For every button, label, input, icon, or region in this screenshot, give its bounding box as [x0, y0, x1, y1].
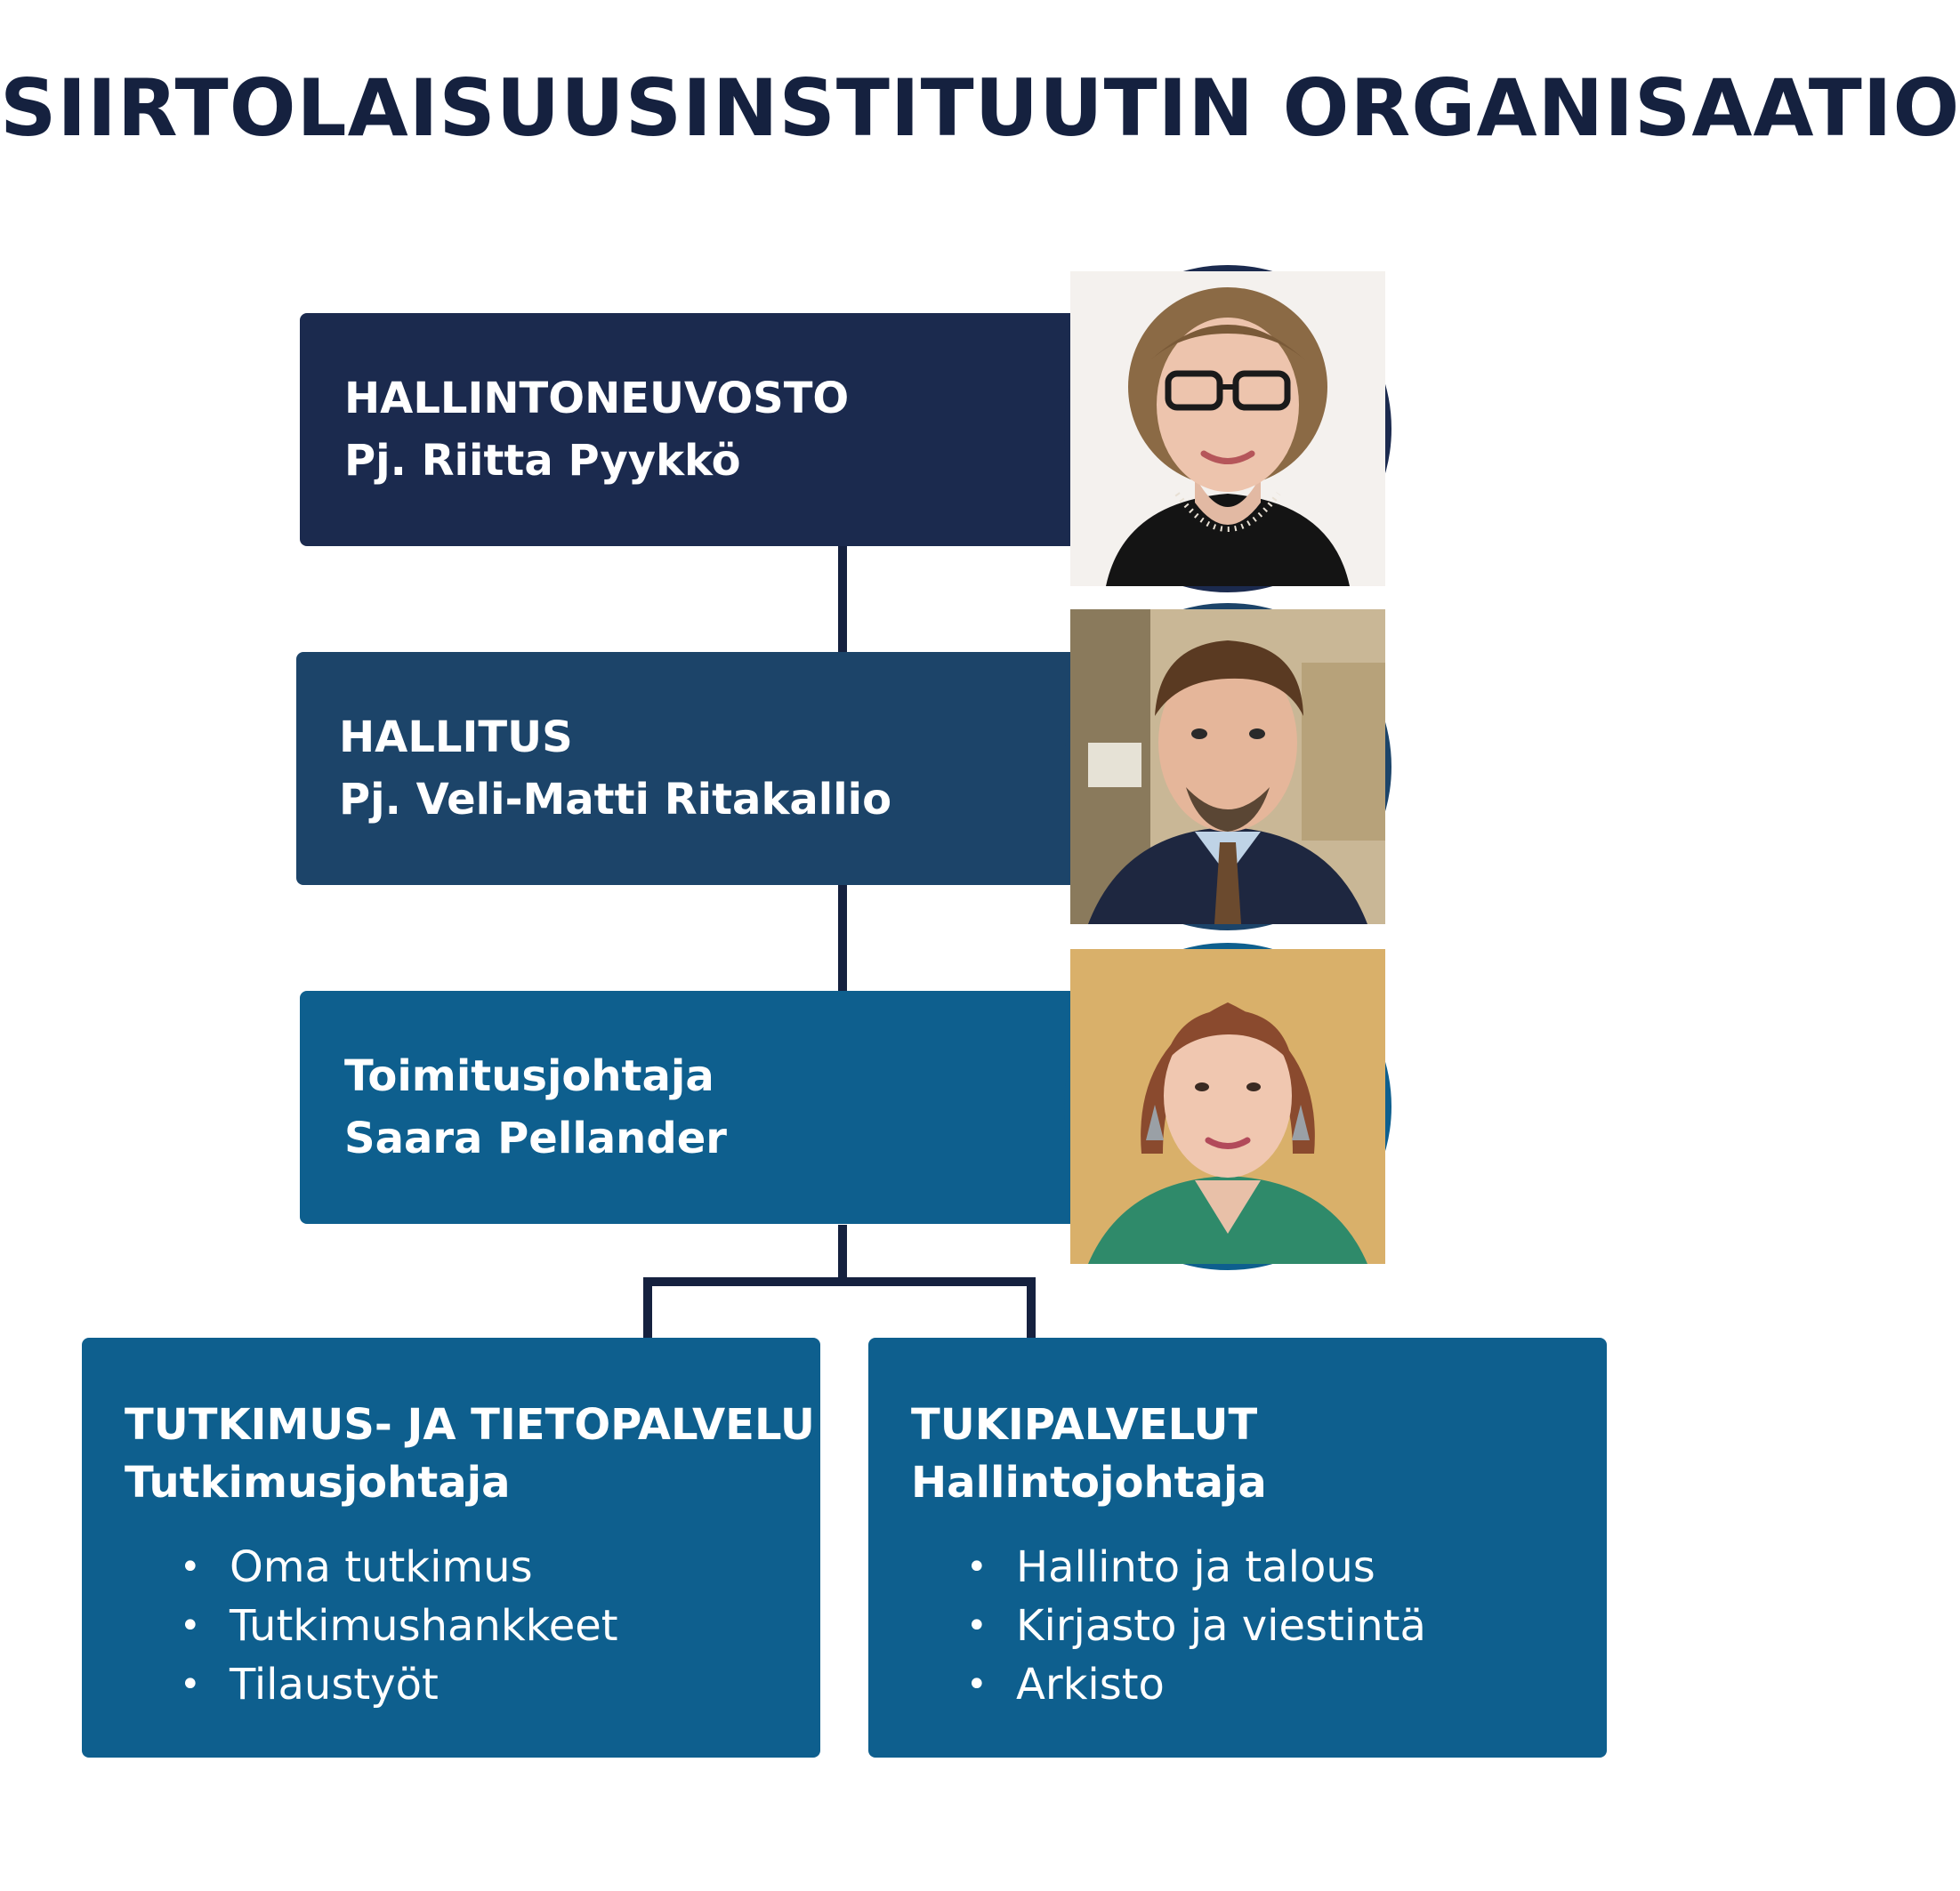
connector-3-split [838, 1225, 847, 1282]
level-title: HALLINTONEUVOSTO [344, 374, 850, 423]
woman-portrait-icon [1070, 949, 1385, 1264]
level-title: HALLITUS [339, 712, 573, 762]
unit-box-tukipalvelut [868, 1338, 1607, 1758]
list-item: • Kirjasto ja viestintä [966, 1597, 1426, 1655]
list-item: • Hallinto ja talous [966, 1538, 1426, 1597]
page-title: SIIRTOLAISUUSINSTITUUTIN ORGANISAATIO [0, 62, 1960, 154]
man-portrait-icon [1070, 609, 1385, 924]
connector-2-3 [838, 885, 847, 994]
bullet-icon: • [966, 1605, 988, 1646]
list-item: • Tilaustyöt [180, 1655, 618, 1714]
unit-title: TUTKIMUS- JA TIETOPALVELU [125, 1400, 815, 1450]
level-box-hallintoneuvosto [300, 313, 1127, 546]
portrait-riitta-pyykko [1064, 265, 1391, 592]
unit-box-tutkimus [82, 1338, 820, 1758]
connector-1-2 [838, 544, 847, 654]
level-person: Pj. Riitta Pyykkö [344, 436, 741, 486]
connector-left-drop [643, 1277, 652, 1338]
level-person: Saara Pellander [344, 1114, 727, 1163]
bullet-icon: • [180, 1664, 201, 1705]
bullet-icon: • [966, 1664, 988, 1705]
list-item: • Tutkimushankkeet [180, 1597, 618, 1655]
unit-role: Tutkimusjohtaja [125, 1458, 511, 1508]
unit-item-list [180, 1538, 618, 1714]
bullet-icon: • [180, 1605, 201, 1646]
unit-item-list [966, 1538, 1426, 1714]
connector-right-drop [1027, 1277, 1036, 1338]
level-title: Toimitusjohtaja [344, 1051, 714, 1101]
woman-portrait-icon [1070, 271, 1385, 586]
list-item: • Arkisto [966, 1655, 1426, 1714]
unit-title: TUKIPALVELUT [911, 1400, 1258, 1450]
list-item: • Oma tutkimus [180, 1538, 618, 1597]
bullet-icon: • [966, 1547, 988, 1588]
level-box-hallitus [296, 652, 1127, 885]
portrait-veli-matti-ritakallio [1064, 603, 1391, 930]
unit-role: Hallintojohtaja [911, 1458, 1267, 1508]
level-person: Pj. Veli-Matti Ritakallio [339, 775, 892, 825]
bullet-icon: • [180, 1547, 201, 1588]
connector-horizontal [643, 1277, 1036, 1286]
portrait-saara-pellander [1064, 943, 1391, 1270]
level-box-toimitusjohtaja [300, 991, 1127, 1224]
